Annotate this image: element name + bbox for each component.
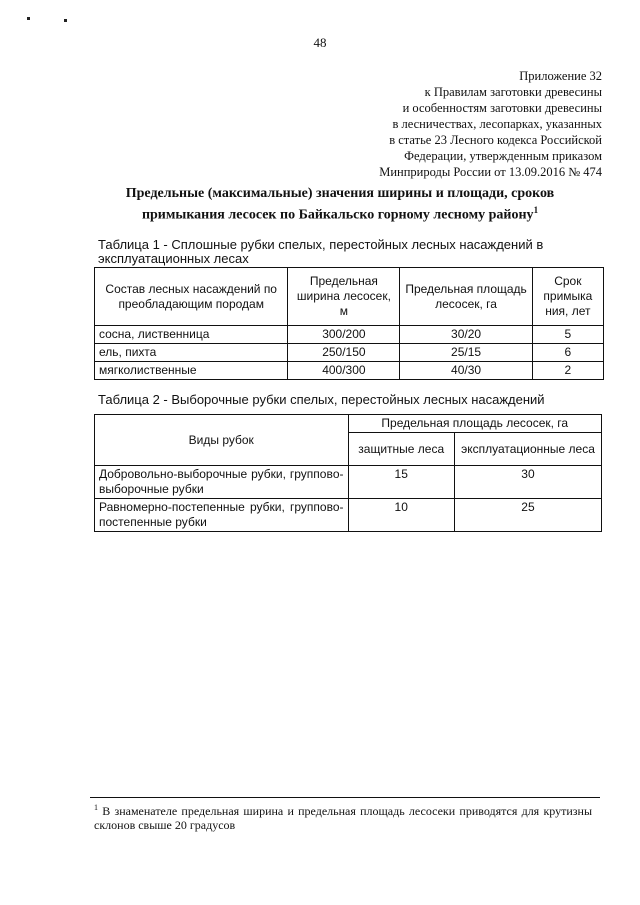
footnote-divider — [90, 797, 600, 798]
table1-caption: Таблица 1 - Сплошные рубки спелых, перестойных лесных насаждений в эксплуатационных лесах — [98, 237, 544, 266]
document-title — [80, 185, 600, 224]
table1 — [94, 267, 604, 380]
table2 — [94, 414, 602, 532]
table-cell: 10 — [348, 499, 454, 532]
table-cell: 15 — [348, 466, 454, 499]
table-cell: Равномерно-постепенные рубки, группово-постепенные рубки — [95, 499, 349, 532]
table-cell: 5 — [532, 326, 603, 344]
table1-header-cell: Состав лесных насаждений по преобладающим породам — [95, 268, 288, 326]
table-cell: 300/200 — [288, 326, 400, 344]
appendix-header — [379, 68, 602, 180]
table2-header-protective: защитные леса — [348, 433, 454, 466]
appendix-line: Приложение 32 — [519, 69, 602, 83]
footnote — [94, 801, 592, 832]
scan-speck — [27, 17, 30, 20]
table2-header-exploitation: эксплуатационные леса — [454, 433, 601, 466]
table-cell: 25/15 — [400, 344, 532, 362]
table-row — [95, 362, 604, 380]
table2-header-area: Предельная площадь лесосек, га — [348, 415, 602, 433]
table-row — [95, 326, 604, 344]
footnote-mark: 1 — [94, 803, 98, 812]
title-line-2 — [80, 202, 600, 224]
table-cell: 30/20 — [400, 326, 532, 344]
page-number: 48 — [313, 35, 327, 50]
table2-header-kind: Виды рубок — [95, 415, 349, 466]
table1-header-cell: Предельная площадь лесосек, га — [400, 268, 532, 326]
table-cell: 6 — [532, 344, 603, 362]
table-cell: 30 — [454, 466, 601, 499]
footnote-text: В знаменателе предельная ширина и предельная площадь лесосеки приводятся для крутизны склонов свыше 20 градусов — [94, 804, 593, 832]
table-row — [95, 344, 604, 362]
title-footnote-mark: 1 — [533, 205, 539, 215]
title-line-1: Предельные (максимальные) значения ширины и площади, сроков — [125, 186, 555, 201]
title-line-2-text: примыкания лесосек по Байкальско горному лесному району — [141, 207, 534, 223]
table1-header-cell: Срок примыка ния, лет — [532, 268, 603, 326]
table-cell: 25 — [454, 499, 601, 532]
table-cell: 250/150 — [288, 344, 400, 362]
table-row — [95, 499, 602, 532]
table1-header-row — [95, 268, 604, 326]
appendix-line: Минприроды России от 13.09.2016 № 474 — [379, 165, 602, 179]
appendix-line: в статье 23 Лесного кодекса Российской — [389, 133, 602, 147]
table1-header-cell: Предельная ширина лесосек, м — [288, 268, 400, 326]
table-row — [95, 466, 602, 499]
table-cell: Добровольно-выборочные рубки, групповo-выборочные рубки — [95, 466, 349, 499]
appendix-line: Федерации, утвержденным приказом — [404, 149, 602, 163]
table-cell: 2 — [532, 362, 603, 380]
table2-header-row — [95, 415, 602, 433]
scan-speck — [64, 19, 67, 22]
table-cell: 40/30 — [400, 362, 532, 380]
appendix-line: к Правилам заготовки древесины — [424, 85, 602, 99]
table-cell: мягколиственные — [95, 362, 288, 380]
table-cell: ель, пихта — [95, 344, 288, 362]
table-cell: 400/300 — [288, 362, 400, 380]
table-cell: сосна, лиственница — [95, 326, 288, 344]
table2-caption: Таблица 2 - Выборочные рубки спелых, перестойных лесных насаждений — [98, 392, 545, 407]
appendix-line: в лесничествах, лесопарках, указанных — [392, 117, 602, 131]
appendix-line: и особенностям заготовки древесины — [402, 101, 602, 115]
